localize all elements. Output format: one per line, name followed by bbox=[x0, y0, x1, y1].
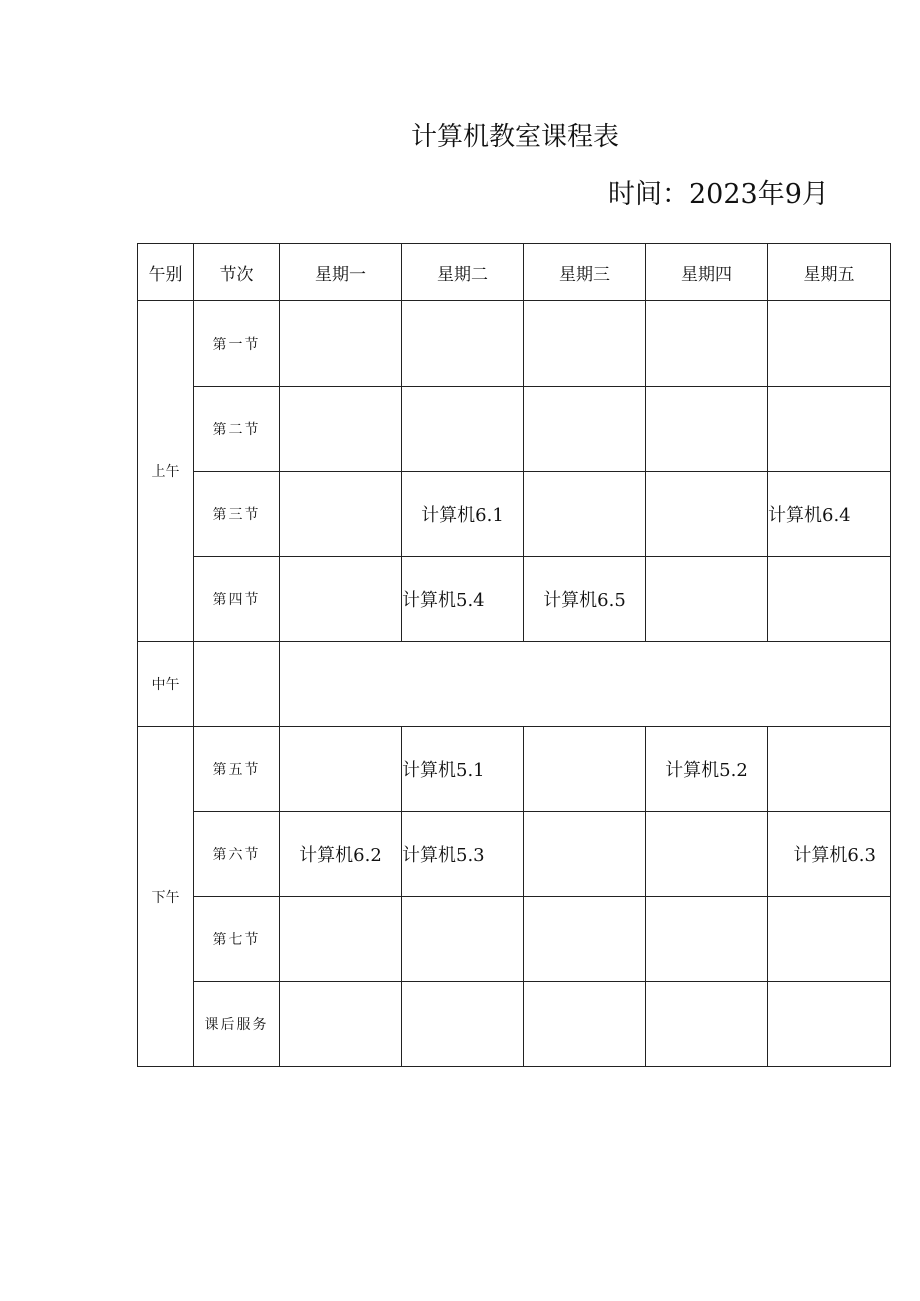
schedule-cell bbox=[280, 897, 402, 982]
course-cell: 计算机6.2 bbox=[280, 812, 402, 897]
schedule-cell bbox=[768, 557, 891, 642]
section-morning: 上午 bbox=[138, 301, 194, 642]
schedule-cell bbox=[768, 301, 891, 387]
table-row bbox=[138, 812, 891, 897]
schedule-cell bbox=[280, 727, 402, 812]
course-cell: 计算机6.3 bbox=[768, 812, 891, 897]
schedule-cell bbox=[524, 982, 646, 1067]
header-row bbox=[138, 244, 891, 301]
course-cell: 计算机5.1 bbox=[402, 727, 524, 812]
period-label: 第五节 bbox=[194, 727, 280, 812]
section-noon: 中午 bbox=[138, 642, 194, 727]
period-label: 第六节 bbox=[194, 812, 280, 897]
schedule-cell bbox=[280, 982, 402, 1067]
schedule-cell bbox=[524, 472, 646, 557]
schedule-cell bbox=[194, 642, 280, 727]
header-friday: 星期五 bbox=[768, 244, 891, 301]
header-tuesday: 星期二 bbox=[402, 244, 524, 301]
header-thursday: 星期四 bbox=[646, 244, 768, 301]
header-halfday: 午别 bbox=[138, 244, 194, 301]
schedule-cell bbox=[768, 982, 891, 1067]
schedule-cell bbox=[768, 727, 891, 812]
table-row bbox=[138, 642, 891, 727]
schedule-cell bbox=[402, 387, 524, 472]
date-value: 2023年9月 bbox=[689, 179, 829, 210]
schedule-cell bbox=[402, 982, 524, 1067]
table-row bbox=[138, 301, 891, 387]
section-afternoon: 下午 bbox=[138, 727, 194, 1067]
course-cell: 计算机6.1 bbox=[402, 472, 524, 557]
header-monday: 星期一 bbox=[280, 244, 402, 301]
schedule-cell bbox=[768, 387, 891, 472]
schedule-cell bbox=[646, 982, 768, 1067]
noon-merged-cell bbox=[280, 642, 891, 727]
schedule-cell bbox=[524, 727, 646, 812]
schedule-table bbox=[137, 243, 891, 1067]
period-label: 课后服务 bbox=[194, 982, 280, 1067]
period-label: 第七节 bbox=[194, 897, 280, 982]
course-cell: 计算机5.4 bbox=[402, 557, 524, 642]
table-row bbox=[138, 897, 891, 982]
schedule-cell bbox=[646, 387, 768, 472]
schedule-cell bbox=[524, 812, 646, 897]
header-wednesday: 星期三 bbox=[524, 244, 646, 301]
course-cell: 计算机6.4 bbox=[768, 472, 891, 557]
course-cell: 计算机6.5 bbox=[524, 557, 646, 642]
schedule-cell bbox=[646, 472, 768, 557]
schedule-cell bbox=[280, 301, 402, 387]
period-label: 第一节 bbox=[194, 301, 280, 387]
schedule-cell bbox=[646, 812, 768, 897]
schedule-cell bbox=[280, 557, 402, 642]
schedule-cell bbox=[646, 557, 768, 642]
period-label: 第二节 bbox=[194, 387, 280, 472]
header-period: 节次 bbox=[194, 244, 280, 301]
schedule-cell bbox=[524, 897, 646, 982]
schedule-cell bbox=[280, 472, 402, 557]
table-row bbox=[138, 472, 891, 557]
course-cell: 计算机5.3 bbox=[402, 812, 524, 897]
schedule-cell bbox=[402, 301, 524, 387]
table-row bbox=[138, 557, 891, 642]
schedule-cell bbox=[768, 897, 891, 982]
schedule-cell bbox=[646, 897, 768, 982]
table-row bbox=[138, 982, 891, 1067]
schedule-cell bbox=[646, 301, 768, 387]
schedule-cell bbox=[402, 897, 524, 982]
schedule-cell bbox=[524, 301, 646, 387]
page-title: 计算机教室课程表 bbox=[410, 122, 619, 152]
table-row bbox=[138, 727, 891, 812]
table-row bbox=[138, 387, 891, 472]
schedule-date bbox=[608, 172, 829, 211]
date-prefix: 时间： bbox=[608, 179, 689, 210]
schedule-cell bbox=[280, 387, 402, 472]
period-label: 第三节 bbox=[194, 472, 280, 557]
course-cell: 计算机5.2 bbox=[646, 727, 768, 812]
period-label: 第四节 bbox=[194, 557, 280, 642]
schedule-cell bbox=[524, 387, 646, 472]
